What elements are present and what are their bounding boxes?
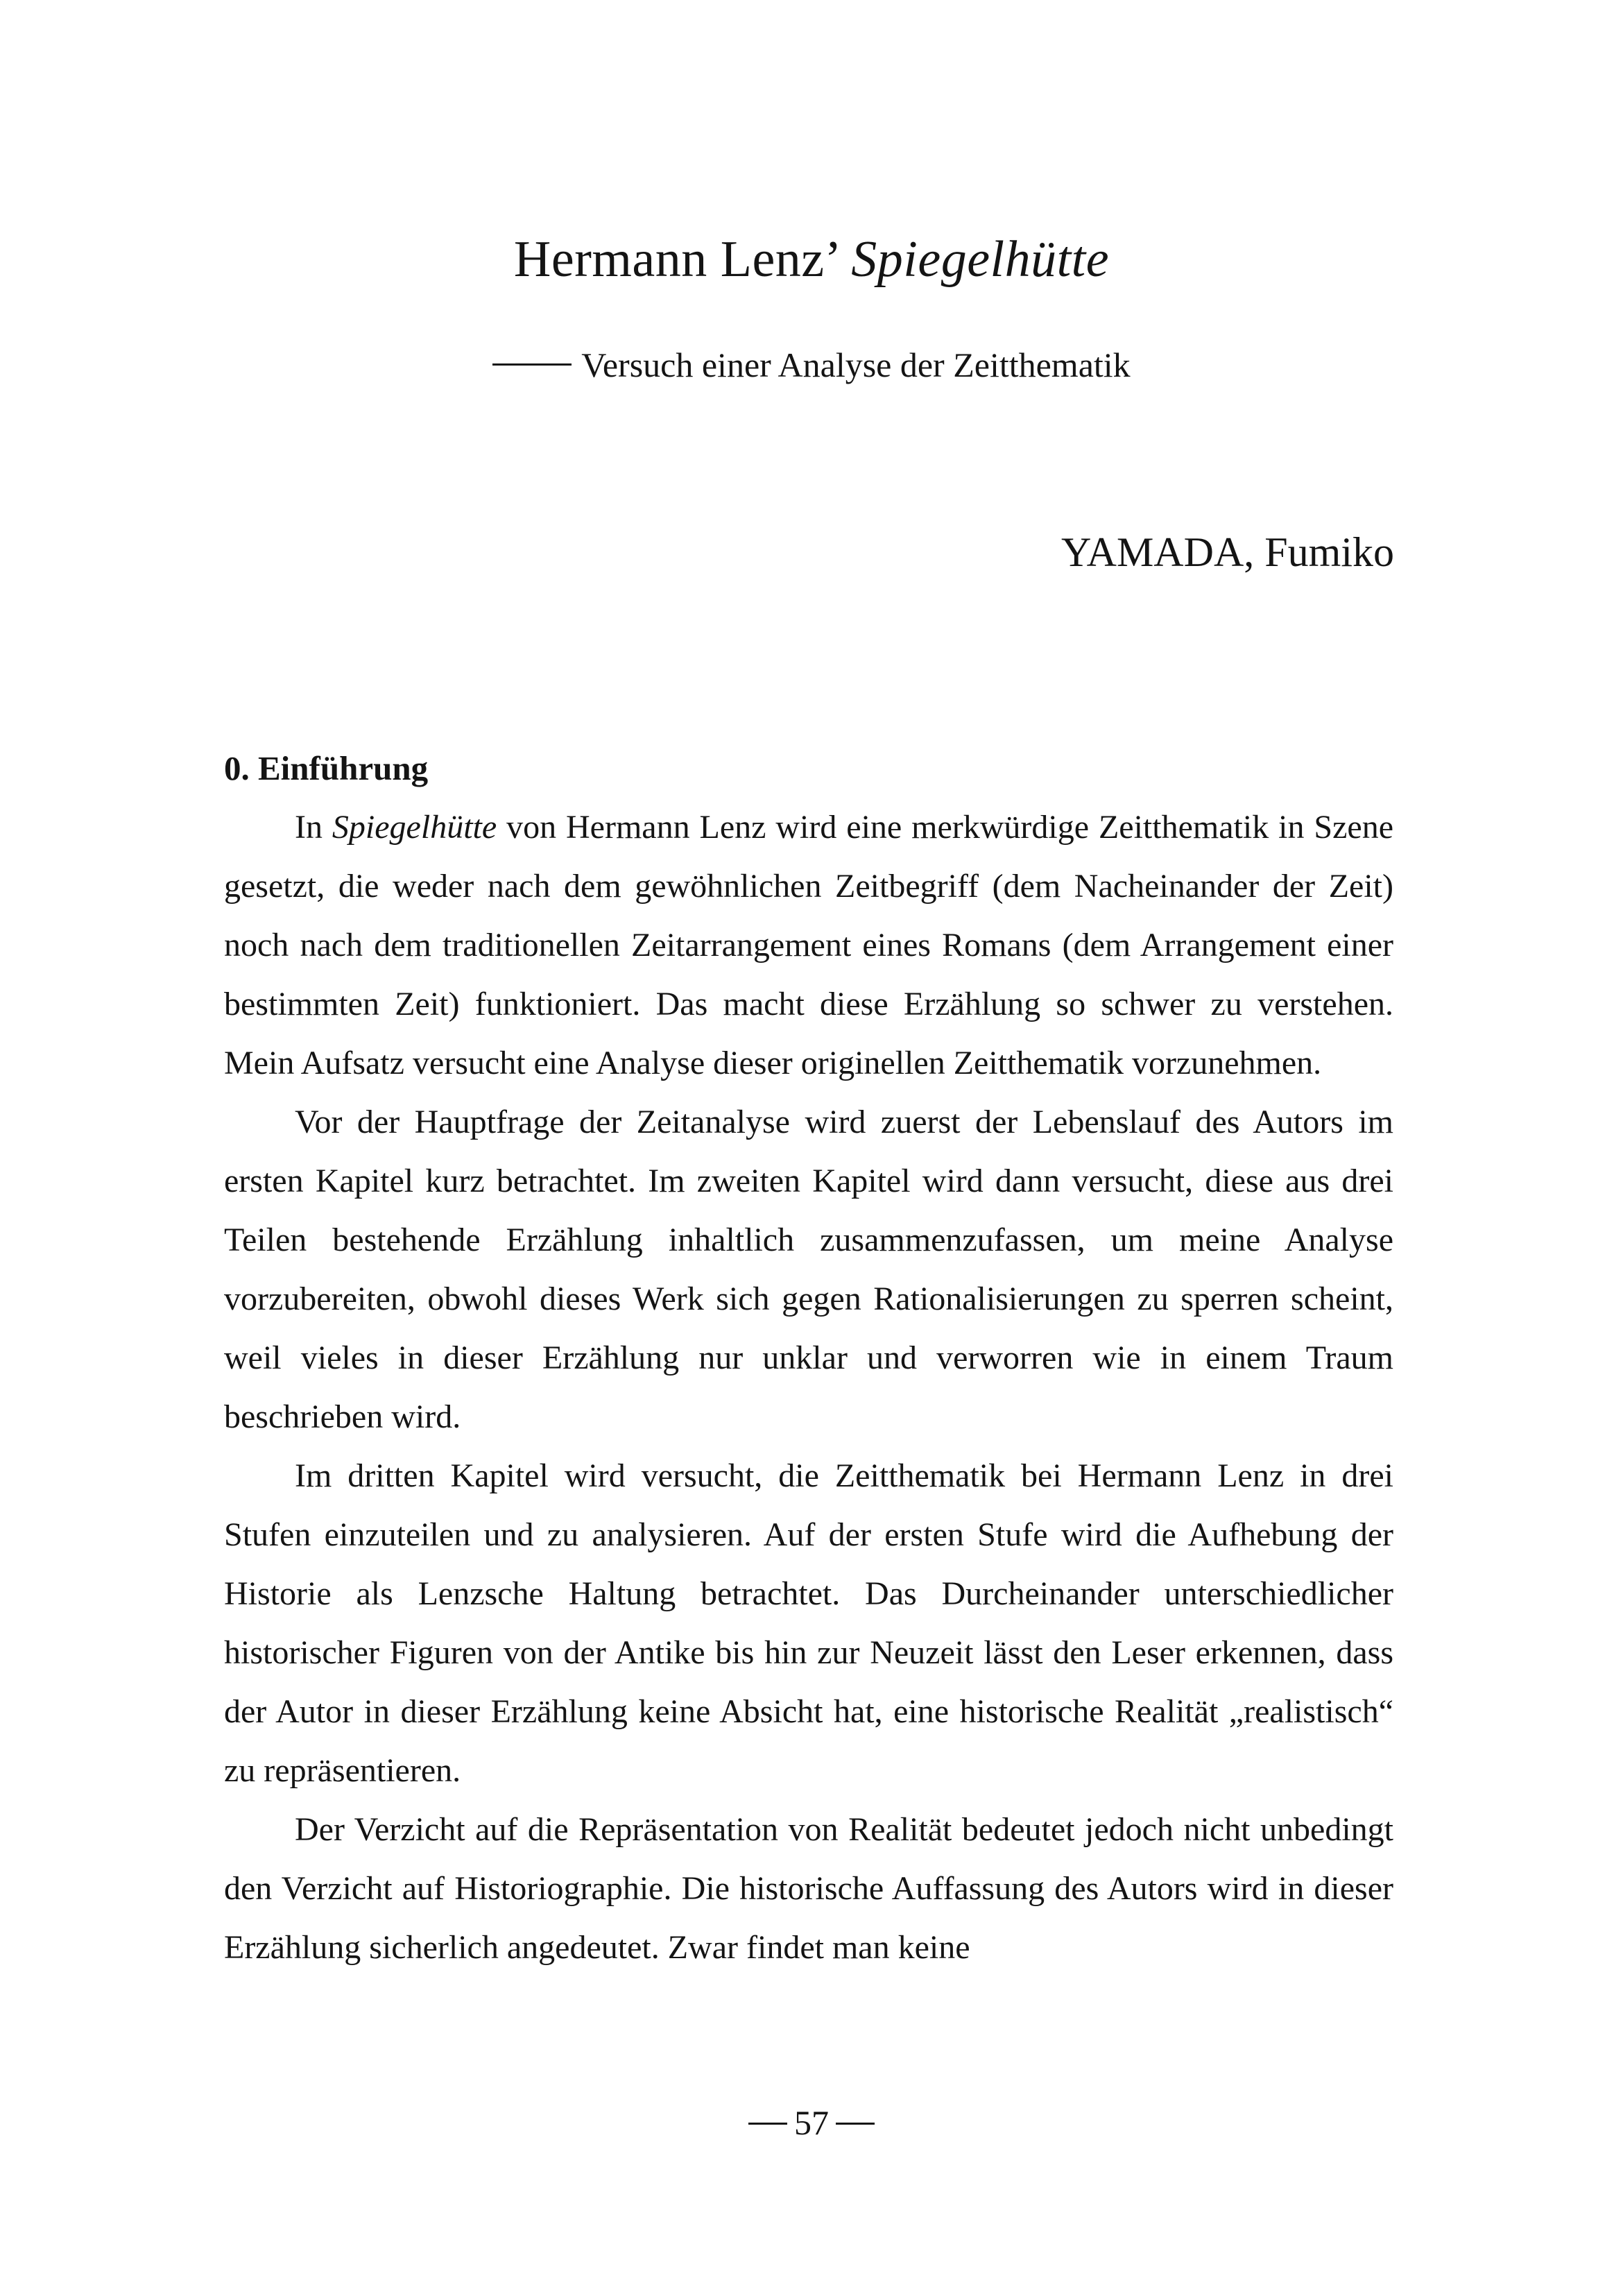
paragraph-1-rest: von Hermann Lenz wird eine merkwürdige Zeitthematik in Szene gesetzt, die weder nach dem gewöhnlichen Zeitbegriff (dem Nacheinander der Zeit) noch nach dem traditionellen Zeitarrangement eines Romans (dem Arrangement einer bestimmten Zeit) funktioniert. Das macht diese Erzählung so schwer zu verstehen. Mein Aufsatz versucht eine Analyse dieser originellen Zeitthematik vorzunehmen. <box>224 809 1394 1081</box>
paragraph-4: Der Verzicht auf die Repräsentation von Realität bedeutet jedoch nicht unbedingt den Verzicht auf Historiographie. Die historische Auffassung des Autors wird in dieser Erzählung sicherlich angedeutet. Zwar findet man keine <box>224 1811 1393 1966</box>
page-number-value: 57 <box>794 2103 829 2142</box>
body-text <box>224 739 1393 1977</box>
paper-title <box>0 229 1623 291</box>
subtitle-dash <box>492 363 572 366</box>
paragraph-3: Im dritten Kapitel wird versucht, die Zeitthematik bei Hermann Lenz in drei Stufen einzuteilen und zu analysieren. Auf der ersten Stufe wird die Aufhebung der Historie als Lenzsche Haltung betrachtet. Das Durcheinander unterschiedlicher historischer Figuren von der Antike bis hin zur Neuzeit lässt den Leser erkennen, dass der Autor in dieser Erzählung keine Absicht hat, eine historische Realität „realistisch“ zu repräsentieren. <box>224 1457 1393 1789</box>
section-heading: 0. Einführung <box>224 749 429 787</box>
paragraph-2: Vor der Hauptfrage der Zeitanalyse wird zuerst der Lebenslauf des Autors im ersten Kapitel kurz betrachtet. Im zweiten Kapitel wird dann versucht, diese aus drei Teilen bestehende Erzählung inhaltlich zusammenzufassen, um meine Analyse vorzubereiten, obwohl dieses Werk sich gegen Rationalisierungen zu sperren scheint, weil vieles in dieser Erzählung nur unklar und verworren wie in einem Traum beschrieben wird. <box>224 1104 1393 1435</box>
page-number-dash-left <box>748 2123 787 2125</box>
title-author-part: Hermann Lenz’ <box>513 231 852 288</box>
page-number <box>0 2102 1623 2143</box>
page-number-dash-right <box>836 2123 875 2125</box>
title-work-italic: Spiegelhütte <box>851 231 1110 288</box>
paper-subtitle <box>0 344 1623 386</box>
subtitle-text: Versuch einer Analyse der Zeitthematik <box>581 345 1131 384</box>
author-name: YAMADA, Fumiko <box>1060 529 1394 575</box>
paragraph-1 <box>224 798 1393 1093</box>
paragraph-1-start: In <box>295 809 332 846</box>
paragraph-1-italic-title: Spiegelhütte <box>332 809 497 846</box>
